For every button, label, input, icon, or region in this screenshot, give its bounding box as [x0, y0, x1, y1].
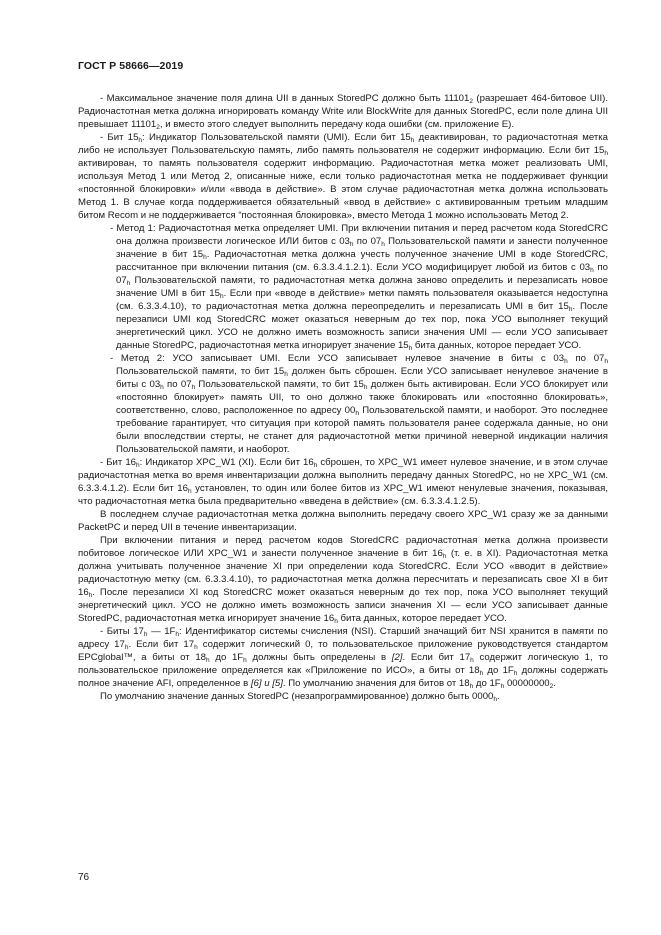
paragraph-bits-17-1f-nsi [78, 625, 608, 690]
text-run: должен быть активирован. Если УСО блокирует или «постоянно блокирует» память UII, то оно должно также блокировать или «постоянно блокировать», соответственно, слово, расположенное по адресу 00 [116, 379, 608, 416]
subscript: h [138, 137, 143, 144]
text-run: (разрешает 464-битовое UII). Радиочастотная метка должна игнорировать команду Write или BlockWrite для данных StoredPC, если поле длина UII превышает 11101 [78, 93, 609, 130]
text-run: - Бит 15 [100, 132, 139, 143]
subscript: 2 [469, 98, 473, 105]
subscript: h [479, 670, 484, 677]
subscript: h [604, 358, 608, 365]
text-run: — 1F [147, 626, 176, 637]
reference-italic: [6] и [5] [250, 678, 283, 689]
subscript: h [381, 241, 385, 248]
text-run: : Индикатор Пользовательской памяти (UMI). Если бит 15 [142, 132, 411, 143]
paragraph-default-storedpc [78, 690, 608, 703]
text-run: : Идентификатор системы счисления (NSI). Старший значащий бит NSI хранится в памяти по адресу 17 [78, 626, 608, 650]
text-run: должен быть сброшен. Если УСО записывает ненулевое значение в биты с 03 [116, 366, 608, 390]
text-run: Пользовательской памяти, то бит 15 [195, 379, 364, 390]
subscript: h [284, 371, 288, 378]
subscript: h [363, 384, 368, 391]
subscript: h [349, 241, 354, 248]
subscript: h [604, 150, 608, 157]
document-header: ГОСТ Р 58666—2019 [78, 60, 184, 72]
subscript: h [136, 462, 140, 469]
text-run: . [553, 678, 556, 689]
subscript: h [203, 254, 207, 261]
subscript: h [194, 644, 198, 651]
text-run: При включении питания и перед расчетом кодов StoredCRC радиочастотная метка должна произвести побитовое логическое ИЛИ XPC_W1 и занести полученное значение в бит 16 [78, 535, 608, 559]
text-run: - Метод 2: УСО записывает UMI. Если УСО записывает нулевое значение в биты с 03 [110, 353, 565, 364]
text-run: - Максимальное значение поля длина UII в данных StoredPC должно быть 11101 [100, 93, 470, 104]
text-run: до 1F [209, 652, 244, 663]
subscript: h [590, 267, 594, 274]
text-run: : Индикатор XPC_W1 (XI). Если бит 16 [139, 457, 314, 468]
paragraph-uii-length [78, 92, 608, 131]
text-run: содержит логическую 1, то пользовательское приложение определяется как «Приложение по ИСО», а биты от 18 [78, 652, 608, 676]
text-run: . Радиочастотная метка должна учесть полученное значение UMI в коде StoredCRC, рассчитанное при включении питания (см. 6.3.3.4.1.2.1). Если УСО модифицирует любой из битов с 03 [116, 249, 608, 273]
text-run: . [497, 691, 500, 702]
text-run: . После перезаписи XI код StoredCRC может оказаться неверным до тех пор, пока УСО выполняет текущий энергетический цикл. УСО не должно иметь возможность записи значения XI — если УСО записывает данные StoredPC, радиочастотная метка игнорирует значение 16 [78, 587, 608, 624]
text-run: до 1F [483, 665, 514, 676]
text-run: , и вместо этого следует выполнить передачу кода ошибки (см. приложение Е). [159, 119, 515, 130]
text-run: (т. е. в XI). Радиочастотная метка должна учитывать полученное значение XI при определении кода StoredCRC. Если УСО «вводит в действие» радиочастотную метку (см. 6.3.3.4.10), то радиочастотная метка должна пересчитать и перезаписать свое XI в бит 16 [78, 548, 609, 598]
subscript: h [469, 683, 474, 690]
text-run: по 07 [353, 236, 382, 247]
subscript: h [206, 657, 210, 664]
paragraph-bit-16-xi [78, 456, 608, 508]
subscript: h [187, 488, 192, 495]
page-number: 76 [78, 872, 90, 883]
subscript: h [493, 696, 498, 703]
subscript: h [160, 384, 164, 391]
text-run: содержит логический 0, то пользовательское приложение руководствуется стандартом EPCglobal™, а биты от 18 [78, 639, 608, 663]
text-run: по 07 [116, 262, 608, 286]
subscript: h [313, 462, 318, 469]
paragraph-bit-15-umi [78, 131, 608, 222]
text-run: . Если при «вводе в действие» метки память пользователя оказывается недоступна (см. 6.3.3.4.10), то радиочастотная метка должна переопределить и перезаписать UMI в бит 15 [116, 288, 608, 312]
subscript: h [334, 618, 338, 625]
subscript: 2 [156, 124, 160, 131]
subscript: h [191, 384, 196, 391]
text-run: По умолчанию значение данных StoredPC (незапрограммированное) должно быть 0000 [100, 691, 494, 702]
text-run: активирован, то память пользователя содержит информацию. Радиочастотная метка может реализовать UMI, используя Метод 1 или Метод 2, описанные ниже, если только радиочастотная метка не поддерживает функции «постоянной блокировки» и/или «ввода в действие». В этом случае радиочастотная метка должна использовать Метод 1. В случае когда поддерживается обязательный «ввод в действие» с активированным третьим младшим битом Recom и не поддерживается “постоянная блокировка», вместо Метода 1 можно использовать Метод 2. [78, 158, 608, 221]
subscript: h [355, 410, 359, 417]
text-run: 00000000 [504, 678, 550, 689]
text-run: сброшен, то XPC_W1 имеет нулевое значение, и в этом случае радиочастотная метка во время инвентаризации должна выполнить передачу данных StoredPC, но не XPC_W1 (см. 6.3.3.4.1.2). Если бит 16 [78, 457, 608, 494]
text-run: по 07 [163, 379, 192, 390]
subscript: h [124, 644, 129, 651]
paragraph-method-1 [110, 222, 609, 352]
text-run: Пользовательской памяти и занести полученное значение в бит 15 [116, 236, 608, 260]
subscript: 2 [549, 683, 554, 690]
subscript: h [564, 358, 568, 365]
subscript: h [513, 670, 518, 677]
text-run: . После перезаписи UMI код StoredCRC может оказаться неверным до тех пор, пока УСО выполняет текущий энергетический цикл. УСО не должно иметь возможность записи значения UMI — если УСО записывает данные StoredPC, радиочастотная метка игнорирует значение 15 [116, 301, 609, 351]
text-run: - Бит 16 [100, 457, 136, 468]
text-run: должны содержать полное значение AFI, определенное в [78, 665, 608, 689]
text-run: . Если бит 17 [402, 652, 471, 663]
text-run: бита данных, которое передает УСО. [337, 613, 507, 624]
text-run: . Если бит 17 [128, 639, 195, 650]
subscript: h [410, 137, 415, 144]
subscript: h [126, 280, 131, 287]
text-run: бита данных, которое передает УСО. [412, 340, 582, 351]
text-run: - Биты 17 [100, 626, 144, 637]
text-run: до 1F [473, 678, 501, 689]
text-run: . По умолчанию значения для битов от 18 [282, 678, 470, 689]
paragraph-power-on-xi [78, 534, 608, 625]
subscript: h [442, 553, 447, 560]
text-run: Пользовательской памяти, то радиочастотная метка должна заново определить и перезаписать новое значение UMI в бит 15 [116, 275, 608, 299]
reference-italic: [2] [391, 652, 403, 663]
text-run: - Метод 1: Радиочастотная метка определяет UMI. При включении питания и перед расчетом кода StoredCRC она должна произвести логическое ИЛИ битов с 03 [110, 223, 608, 247]
subscript: h [500, 683, 505, 690]
subscript: h [568, 306, 573, 313]
text-run: Пользовательской памяти, то бит 15 [116, 366, 285, 377]
subscript: h [88, 592, 93, 599]
document-body [78, 92, 608, 703]
subscript: h [143, 631, 148, 638]
text-run: установлен, то один или более битов из XPC_W1 имеют ненулевые значения, показывая, что радиочастотная метка была предварительно «введена в действие» (см. 6.3.3.4.1.2.5). [78, 483, 608, 507]
text-run: Пользовательской памяти, и наоборот. Это последнее требование гарантирует, что ситуация при которой память пользователя ранее содержала данные, но они были впоследствии стерты, не станет для радиочастотной метки причиной неверной индикации наличия Пользовательской памяти, и наоборот. [116, 405, 608, 455]
paragraph-xpc-transfer [78, 508, 608, 534]
subscript: h [243, 657, 247, 664]
text-run: должны быть определены в [246, 652, 392, 663]
subscript: h [408, 345, 413, 352]
subscript: h [219, 293, 224, 300]
text-run: по 07 [567, 353, 605, 364]
subscript: h [175, 631, 180, 638]
subscript: h [470, 657, 474, 664]
text-run: деактивирован, то радиочастотная метка либо не использует Пользовательскую память, либо память пользователя не содержит информацию. Если бит 15 [78, 132, 608, 156]
paragraph-method-2 [110, 352, 608, 456]
text-run: В последнем случае радиочастотная метка должна выполнить передачу своего XPC_W1 сразу же за данными PacketPC и перед UII в течение инвентаризации. [78, 509, 608, 533]
